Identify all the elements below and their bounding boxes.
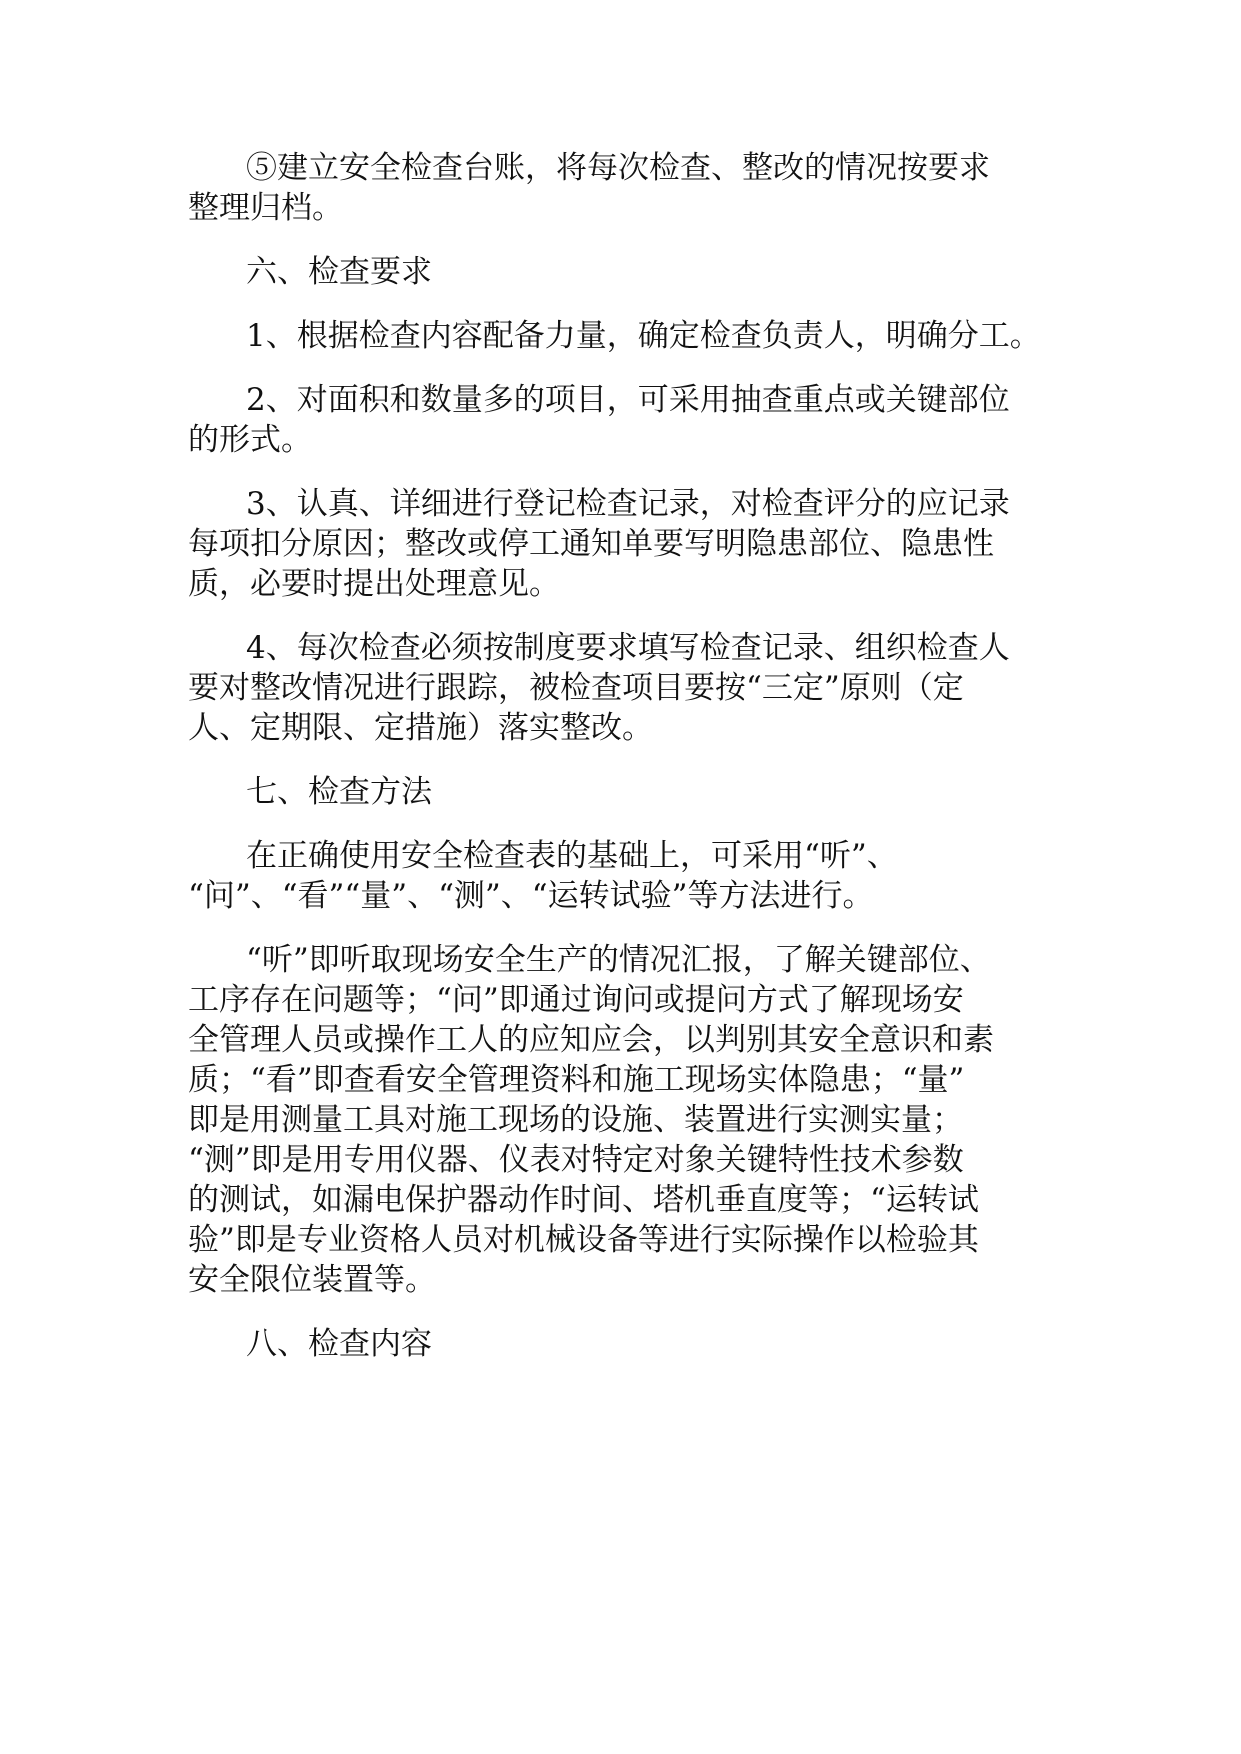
text-line: 1、根据检查内容配备力量，确定检查负责人，明确分工。 xyxy=(246,318,1041,354)
text-line: 的测试，如漏电保护器动作时间、塔机垂直度等；“运转试 xyxy=(188,1182,979,1218)
text-line: 的形式。 xyxy=(188,422,312,458)
text-line: 验”即是专业资格人员对机械设备等进行实际操作以检验其 xyxy=(188,1222,979,1258)
text-line: 质，必要时提出处理意见。 xyxy=(188,566,560,602)
text-line: 每项扣分原因；整改或停工通知单要写明隐患部位、隐患性 xyxy=(188,526,994,562)
text-line: 全管理人员或操作工人的应知应会，以判别其安全意识和素 xyxy=(188,1022,994,1058)
text-line: 安全限位装置等。 xyxy=(188,1262,436,1298)
text-line: 整理归档。 xyxy=(188,190,343,226)
text-line: 即是用测量工具对施工现场的设施、装置进行实测实量； xyxy=(188,1102,963,1138)
text-line: ⑤建立安全检查台账，将每次检查、整改的情况按要求 xyxy=(246,150,990,186)
paragraph-item-1 xyxy=(188,316,1064,356)
document-body xyxy=(188,148,1064,1388)
text-line: “测”即是用专用仪器、仪表对特定对象关键特性技术参数 xyxy=(188,1142,964,1178)
paragraph-methods-intro xyxy=(188,836,1064,916)
paragraph-item-4 xyxy=(188,628,1064,748)
paragraph-item-3 xyxy=(188,484,1064,604)
section-heading-requirements: 六、检查要求 xyxy=(246,254,432,290)
text-line: 2、对面积和数量多的项目，可采用抽查重点或关键部位 xyxy=(246,382,1010,418)
text-line: “问”、“看”“量”、“测”、“运转试验”等方法进行。 xyxy=(188,878,874,914)
section-heading-methods: 七、检查方法 xyxy=(246,774,432,810)
text-line: 质；“看”即查看安全管理资料和施工现场实体隐患；“量” xyxy=(188,1062,965,1098)
text-line: 要对整改情况进行跟踪，被检查项目要按“三定”原则（定 xyxy=(188,670,964,706)
text-line: 3、认真、详细进行登记检查记录，对检查评分的应记录 xyxy=(246,486,1010,522)
paragraph-ledger xyxy=(188,148,1064,228)
text-line: 在正确使用安全检查表的基础上，可采用“听”、 xyxy=(246,838,898,874)
text-line: 4、每次检查必须按制度要求填写检查记录、组织检查人 xyxy=(246,630,1010,666)
section-heading-contents: 八、检查内容 xyxy=(246,1326,432,1362)
paragraph-methods-detail xyxy=(188,940,1064,1300)
text-line: 工序存在问题等；“问”即通过询问或提问方式了解现场安 xyxy=(188,982,964,1018)
text-line: “听”即听取现场安全生产的情况汇报，了解关键部位、 xyxy=(246,942,991,978)
paragraph-item-2 xyxy=(188,380,1064,460)
text-line: 人、定期限、定措施）落实整改。 xyxy=(188,710,653,746)
